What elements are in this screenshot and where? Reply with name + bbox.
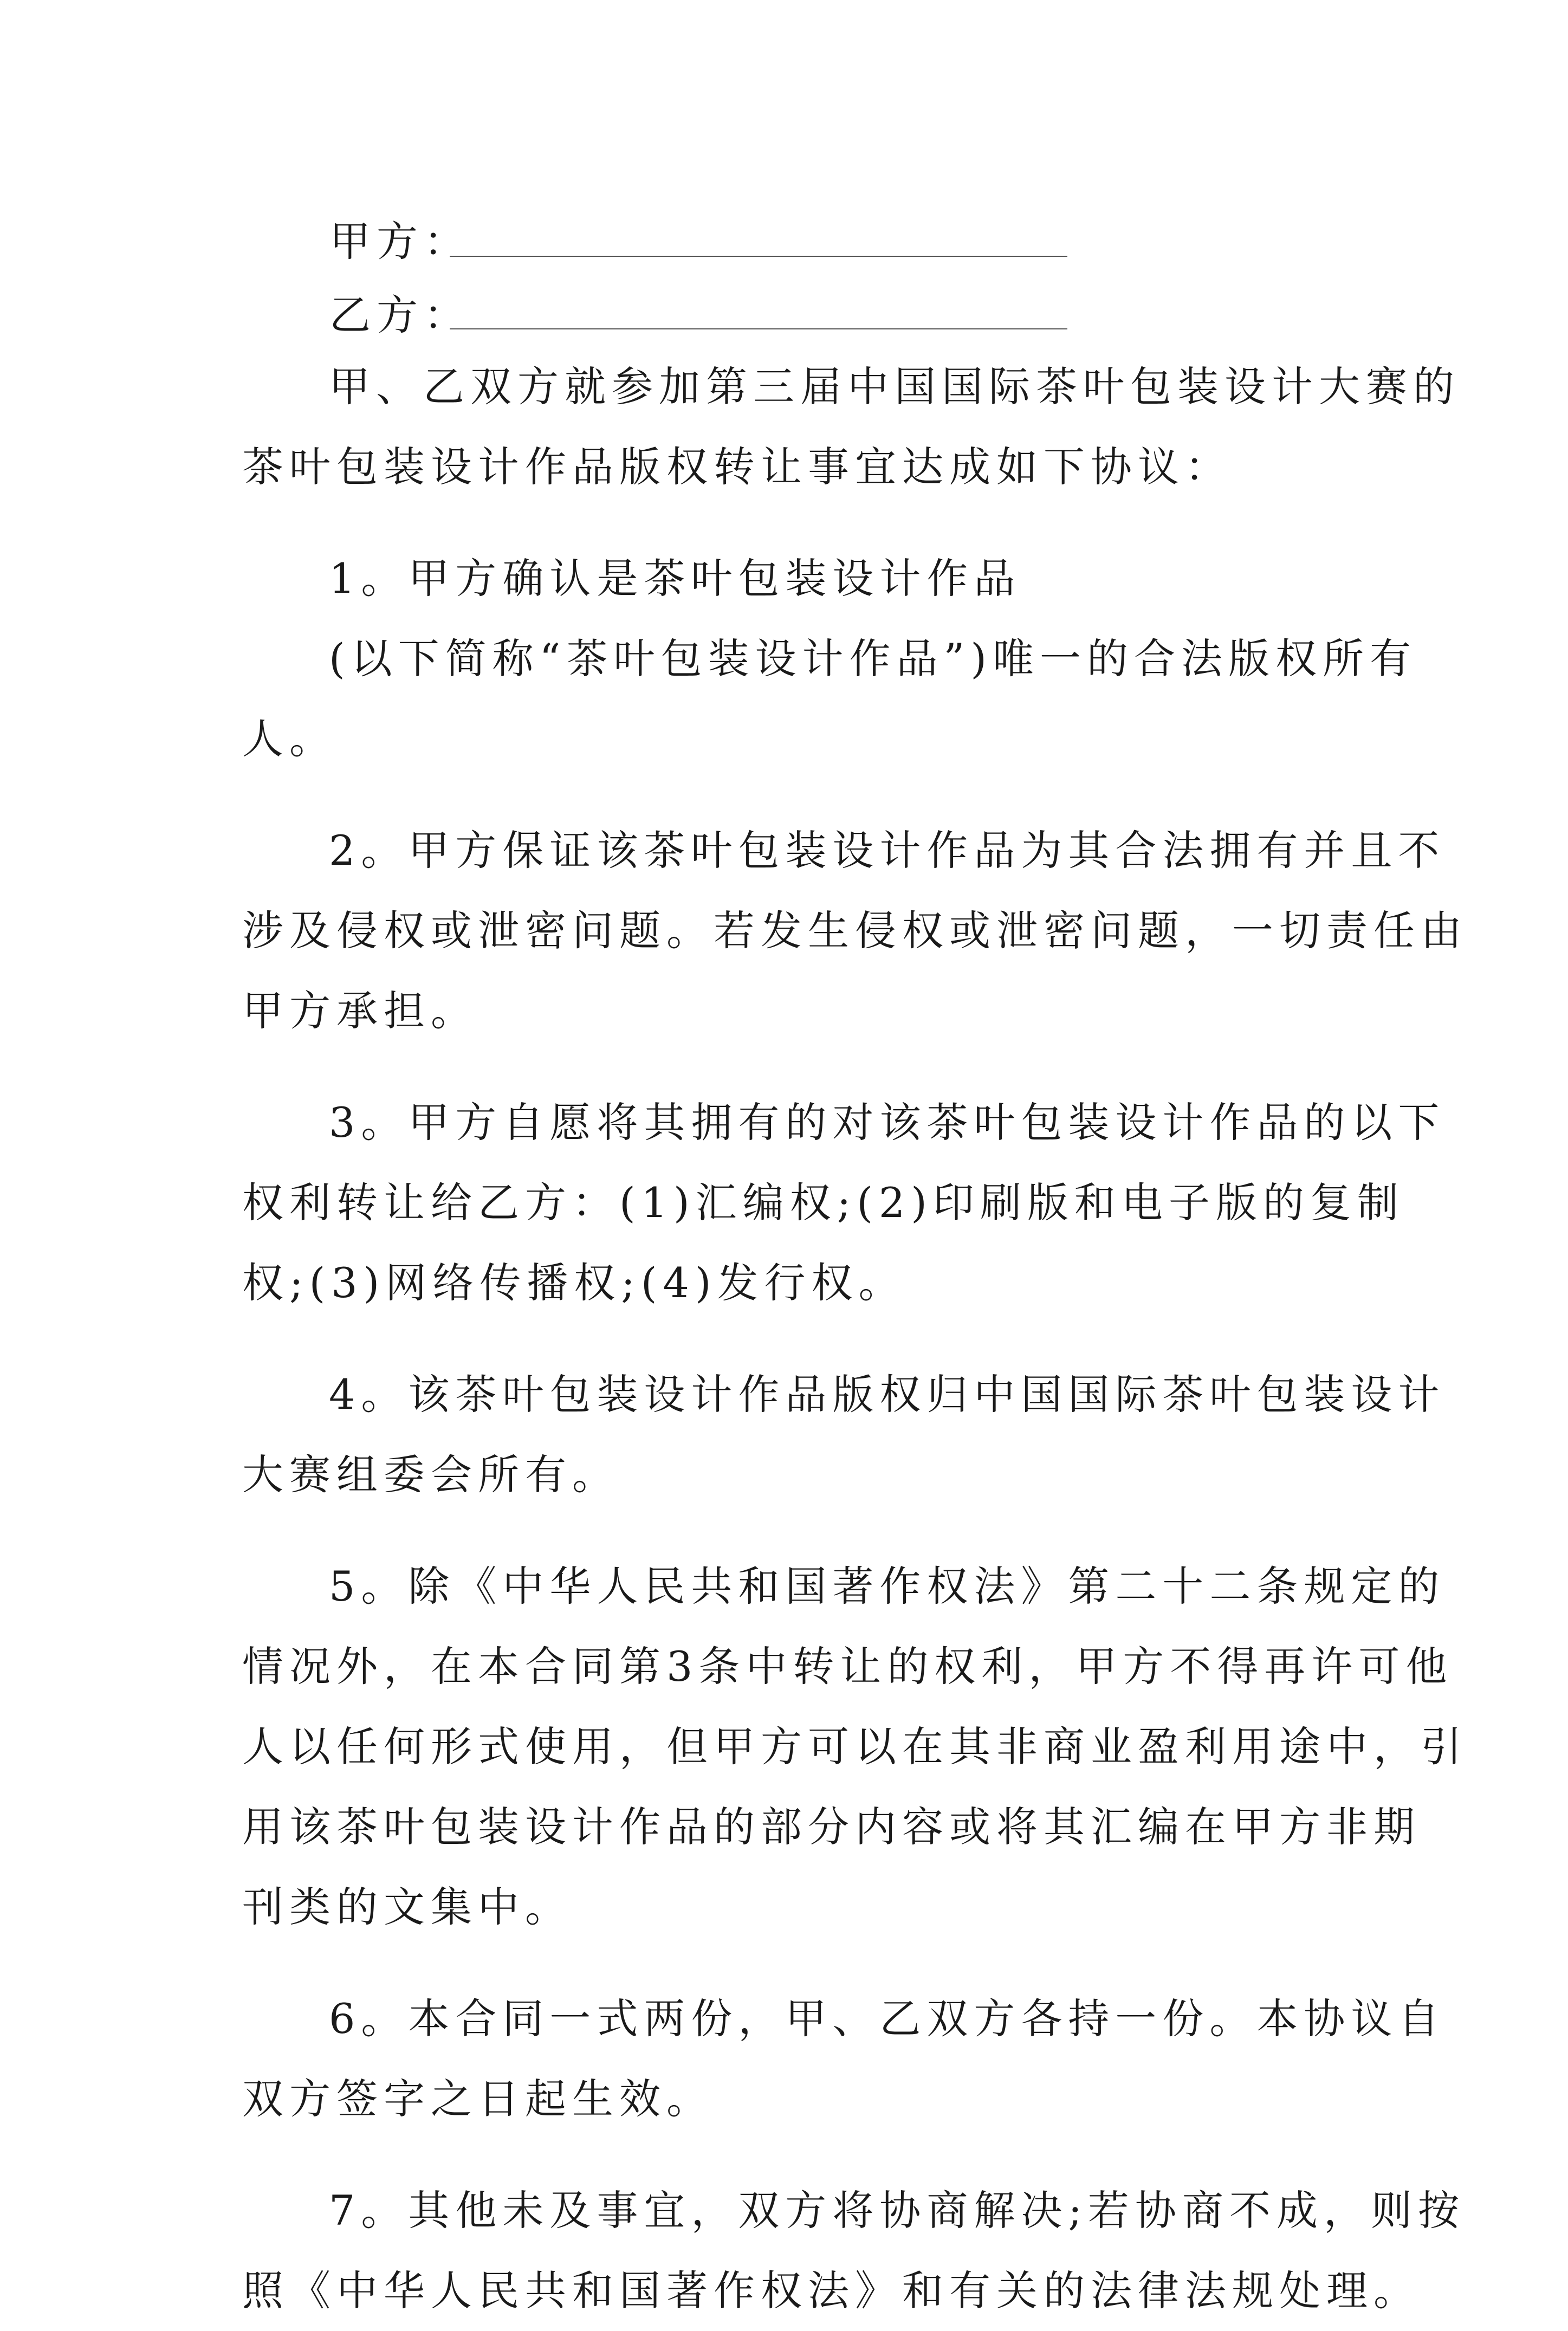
clause-3: [242, 1083, 1446, 1323]
paragraph-line: 2。甲方保证该茶叶包装设计作品为其合法拥有并且不: [329, 826, 1446, 875]
paragraph-line: (以下简称“茶叶包装设计作品”)唯一的合法版权所有: [329, 634, 1417, 683]
party-a-line: [329, 202, 471, 282]
paragraph-line: 权利转让给乙方：(1)汇编权;(2)印刷版和电子版的复制: [242, 1179, 1404, 1227]
agreement-body: [242, 347, 1468, 2331]
paragraph-line: 4。该茶叶包装设计作品版权归中国国际茶叶包装设计: [329, 1370, 1446, 1419]
party-b-label: 乙方：: [329, 291, 471, 339]
paragraph-line: 刊类的文集中。: [242, 1883, 572, 1931]
paragraph-line: 人以任何形式使用，但甲方可以在其非商业盈利用途中，引: [242, 1723, 1468, 1771]
clause-7: [242, 2171, 1465, 2331]
paragraph-line: 甲方承担。: [242, 987, 478, 1035]
paragraph-line: 双方签字之日起生效。: [242, 2075, 714, 2123]
paragraph-line: 1。甲方确认是茶叶包装设计作品: [329, 554, 1021, 603]
paragraph-line: 人。: [242, 715, 336, 763]
paragraph-line: 涉及侵权或泄密问题。若发生侵权或泄密问题，一切责任由: [242, 906, 1468, 955]
paragraph-line: 甲、乙双方就参加第三届中国国际茶叶包装设计大赛的: [329, 362, 1460, 411]
paragraph-line: 权;(3)网络传播权;(4)发行权。: [242, 1259, 906, 1307]
paragraph-line: 照《中华人民共和国著作权法》和有关的法律法规处理。: [242, 2267, 1421, 2315]
party-b-field[interactable]: [450, 328, 1067, 329]
paragraph-line: 用该茶叶包装设计作品的部分内容或将其汇编在甲方非期: [242, 1803, 1421, 1851]
party-b-line: [329, 275, 471, 355]
clause-5: [242, 1546, 1468, 1947]
clause-1: [242, 539, 1417, 779]
paragraph-line: 大赛组委会所有。: [242, 1451, 619, 1499]
paragraph-line: 3。甲方自愿将其拥有的对该茶叶包装设计作品的以下: [329, 1098, 1446, 1147]
clause-6: [242, 1979, 1446, 2139]
paragraph-line: 情况外，在本合同第3条中转让的权利，甲方不得再许可他: [242, 1642, 1453, 1691]
intro-paragraph: [242, 347, 1460, 507]
party-a-field[interactable]: [450, 256, 1067, 257]
paragraph-line: 茶叶包装设计作品版权转让事宜达成如下协议：: [242, 443, 1232, 491]
paragraph-line: 7。其他未及事宜，双方将协商解决;若协商不成，则按: [329, 2186, 1465, 2235]
paragraph-line: 5。除《中华人民共和国著作权法》第二十二条规定的: [329, 1562, 1446, 1610]
paragraph-line: 6。本合同一式两份，甲、乙双方各持一份。本协议自: [329, 1995, 1446, 2043]
clause-2: [242, 811, 1468, 1051]
clause-4: [242, 1355, 1446, 1515]
party-a-label: 甲方：: [329, 217, 471, 266]
